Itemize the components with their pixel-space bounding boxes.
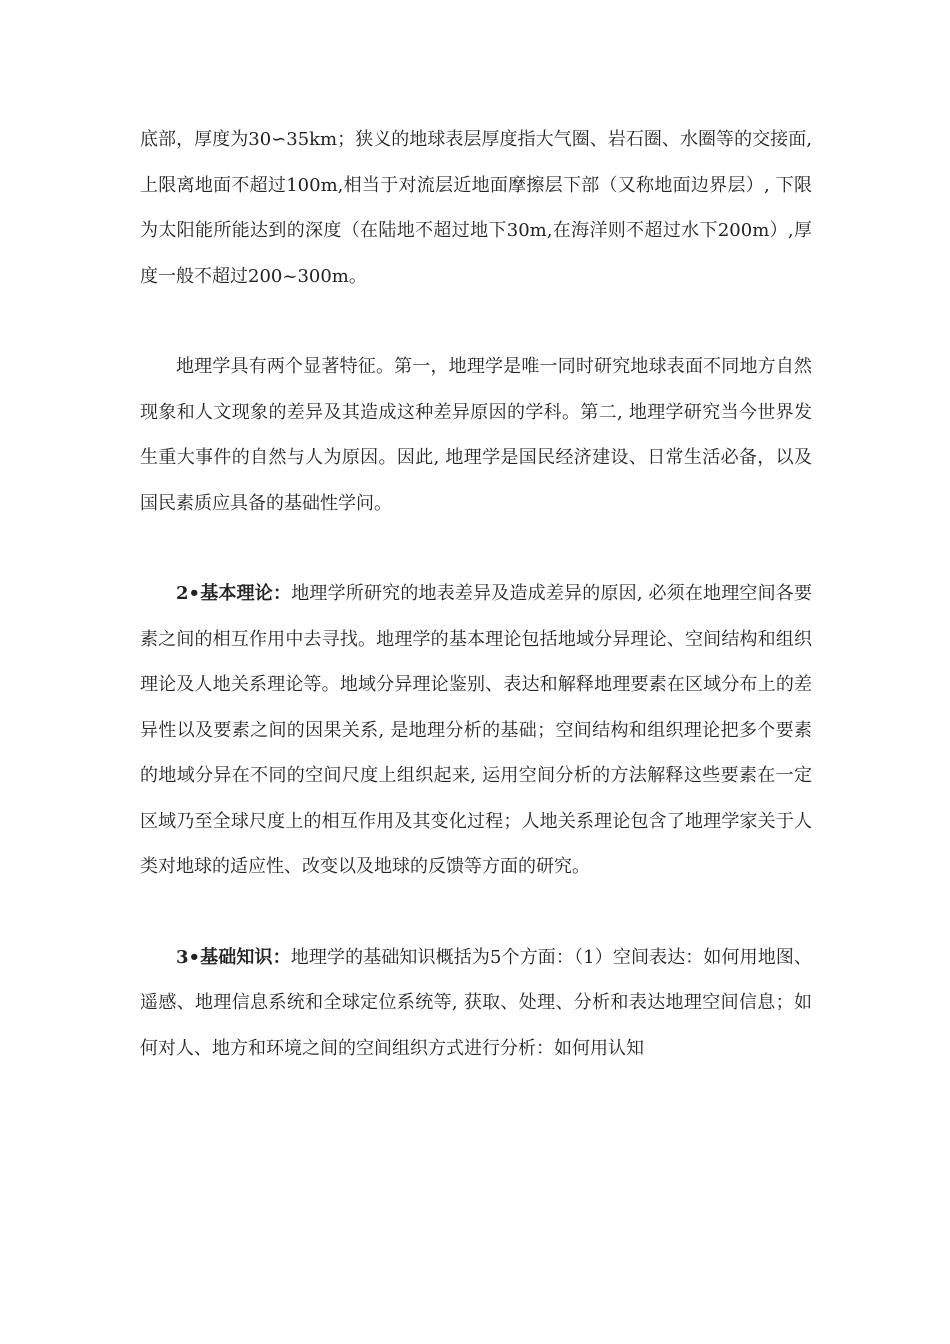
paragraph-gap — [140, 890, 812, 935]
section-heading-basic-knowledge: 3•基础知识： — [176, 946, 291, 968]
paragraph-1 — [140, 117, 812, 299]
section-heading-basic-theory: 2•基本理论： — [176, 583, 292, 604]
paragraph-2-text: 地理学具有两个显著特征。第一，地理学是唯一同时研究地球表面不同地方自然现象和人文现象的差异及其造成这种差异原因的学科。第二, 地理学研究当今世界发生重大事件的自然与人为原因。因此, 地理学是国民经济建设、日常生活必备，以及国民素质应具备的基础性学问。 — [140, 356, 812, 514]
paragraph-3-text: 地理学所研究的地表差异及造成差异的原因, 必须在地理空间各要素之间的相互作用中去寻找。地理学的基本理论包括地域分异理论、空间结构和组织理论及人地关系理论等。地域分异理论鉴别、表达和解释地理要素在区域分布上的差异性以及要素之间的因果关系, 是地理分析的基础；空间结构和组织理论把多个要素的地域分异在不同的空间尺度上组织起来, 运用空间分析的方法解释这些要素在一定区域乃至全球尺度上的相互作用及其变化过程；人地关系理论包含了地理学家关于人类对地球的适应性、改变以及地球的反馈等方面的研究。 — [140, 583, 812, 877]
paragraph-1-text: 底部，厚度为30∽35km；狭义的地球表层厚度指大气圈、岩石圈、水圈等的交接面,上限离地面不超过100m,相当于对流层近地面摩擦层下部（又称地面边界层）, 下限为太阳能所能达到的深度（在陆地不超过地下30m,在海洋则不超过水下200m）,厚度一般不超过200~300m。 — [140, 129, 812, 287]
paragraph-3 — [140, 571, 812, 890]
paragraph-gap — [140, 299, 812, 344]
paragraph-2 — [140, 344, 812, 526]
document-page — [140, 117, 812, 1071]
paragraph-4-text: 地理学的基础知识概括为5个方面：（1）空间表达：如何用地图、遥感、地理信息系统和全球定位系统等, 获取、处理、分析和表达地理空间信息；如何对人、地方和环境之间的空间组织方式进行分析：如何用认知 — [140, 946, 813, 1059]
paragraph-4 — [140, 935, 812, 1072]
paragraph-gap — [140, 526, 812, 571]
